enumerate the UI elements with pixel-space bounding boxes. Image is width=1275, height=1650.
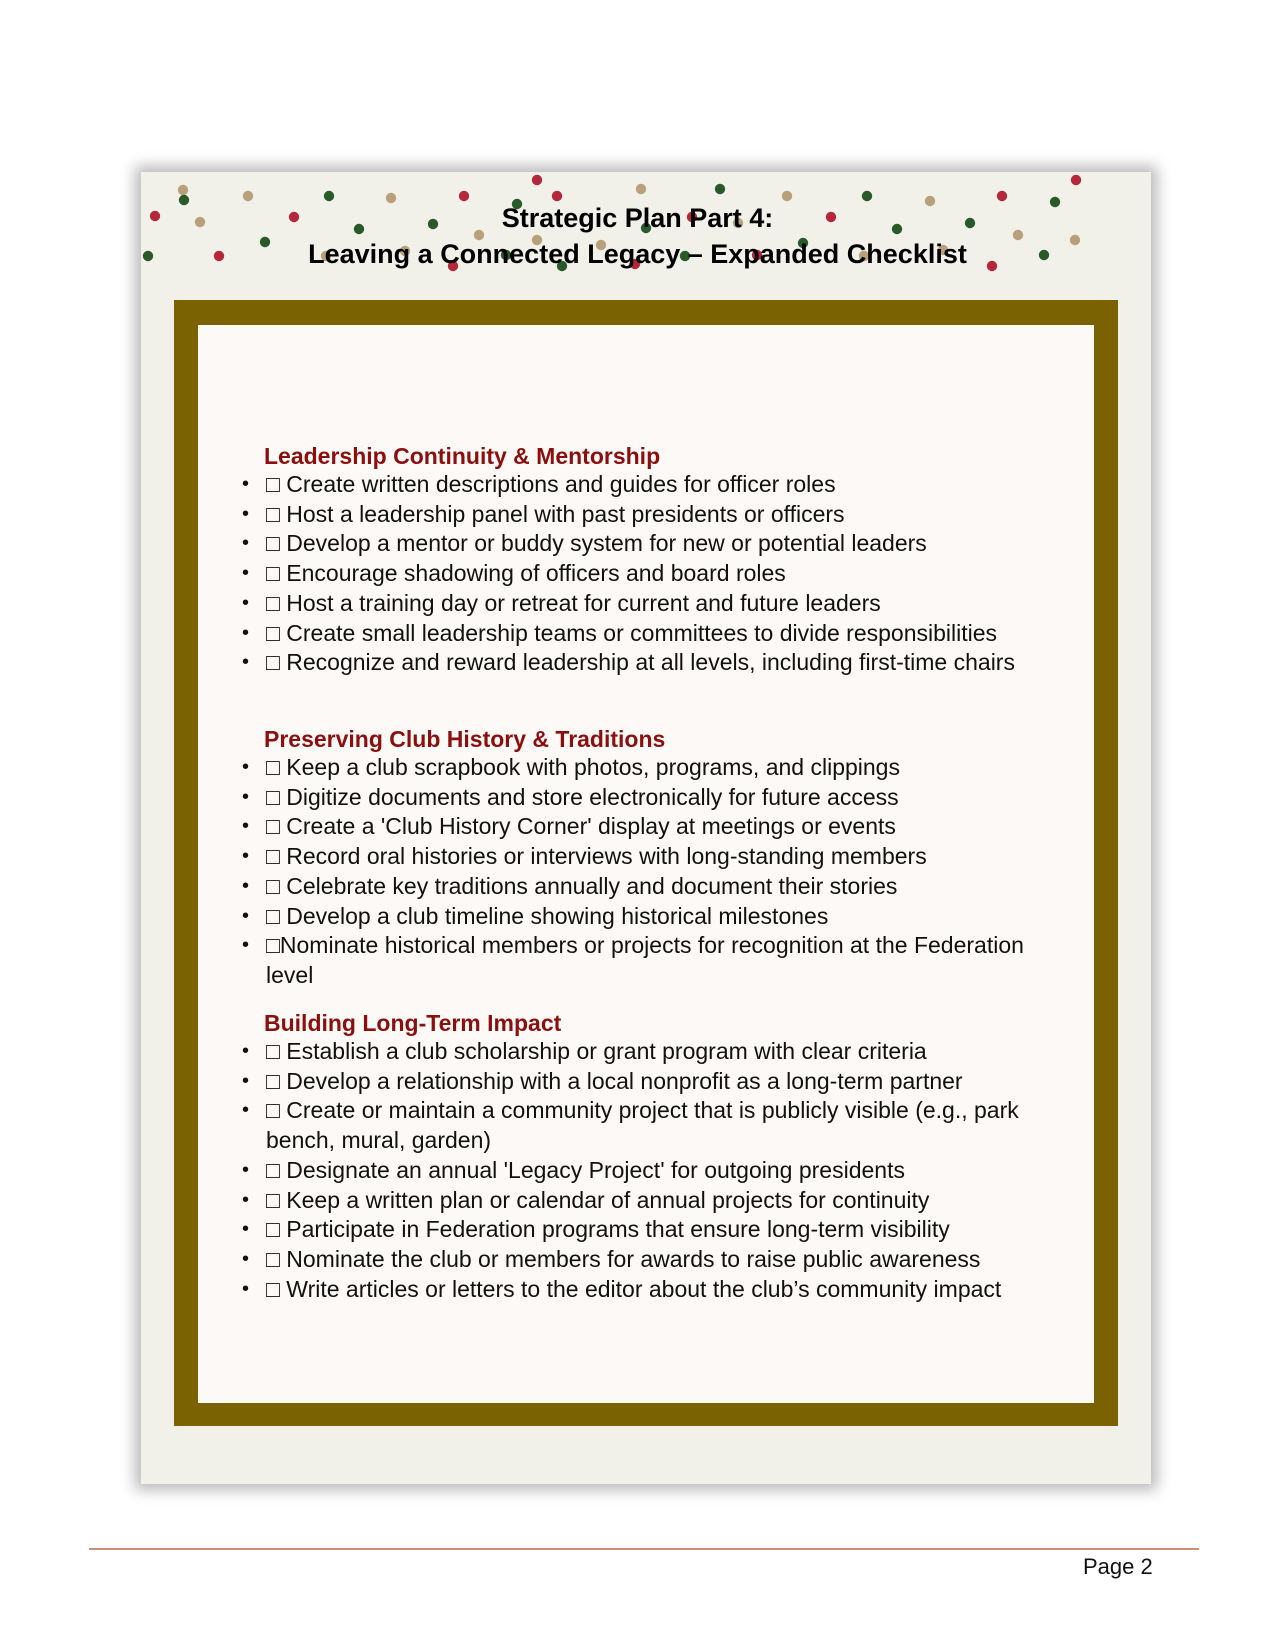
section-heading-leadership: Leadership Continuity & Mentorship — [264, 443, 661, 469]
checklist-item: • □ Establish a club scholarship or grant program with clear criteria — [242, 1037, 1072, 1067]
checklist-item: • □ Nominate the club or members for awards to raise public awareness — [242, 1245, 1072, 1275]
confetti-dot — [178, 185, 188, 195]
page-number: Page 2 — [1083, 1554, 1153, 1579]
checklist-item: • □ Participate in Federation programs that ensure long-term visibility — [242, 1215, 1072, 1245]
checklist-item: • □ Recognize and reward leadership at all levels, including first-time chairs — [242, 648, 1072, 678]
checklist-impact — [242, 1037, 1072, 1304]
checklist-leadership — [242, 470, 1072, 678]
title-line-2: Leaving a Connected Legacy – Expanded Checklist — [308, 239, 967, 269]
checklist-item: • □ Create written descriptions and guides for officer roles — [242, 470, 1072, 500]
checklist-item: • □ Keep a written plan or calendar of annual projects for continuity — [242, 1186, 1072, 1216]
confetti-dot — [532, 175, 542, 185]
page-title — [0, 200, 1275, 272]
section-heading-impact: Building Long-Term Impact — [264, 1010, 562, 1036]
checklist-item: • □ Digitize documents and store electronically for future access — [242, 783, 1072, 813]
title-line-1: Strategic Plan Part 4: — [501, 203, 774, 233]
checklist-item: • □ Host a training day or retreat for current and future leaders — [242, 589, 1072, 619]
checklist-item: • □ Host a leadership panel with past presidents or officers — [242, 500, 1072, 530]
checklist-item: • □ Record oral histories or interviews with long-standing members — [242, 842, 1072, 872]
section-heading-history: Preserving Club History & Traditions — [264, 726, 666, 752]
footer-divider — [89, 1548, 1199, 1550]
checklist-item: • □Nominate historical members or projects for recognition at the Federation level — [242, 931, 1072, 990]
checklist-item: • □ Keep a club scrapbook with photos, programs, and clippings — [242, 753, 1072, 783]
checklist-item: • □ Create or maintain a community project that is publicly visible (e.g., park bench, mural, garden) — [242, 1096, 1072, 1155]
confetti-dot — [636, 184, 646, 194]
checklist-item: • □ Develop a club timeline showing historical milestones — [242, 902, 1072, 932]
checklist-item: • □ Encourage shadowing of officers and board roles — [242, 559, 1072, 589]
confetti-dot — [715, 184, 725, 194]
checklist-item: • □ Create small leadership teams or committees to divide responsibilities — [242, 619, 1072, 649]
confetti-dot — [1071, 175, 1081, 185]
checklist-item: • □ Create a 'Club History Corner' display at meetings or events — [242, 812, 1072, 842]
checklist-item: • □ Celebrate key traditions annually and document their stories — [242, 872, 1072, 902]
checklist-history — [242, 753, 1072, 991]
checklist-item: • □ Designate an annual 'Legacy Project' for outgoing presidents — [242, 1156, 1072, 1186]
checklist-item: • □ Develop a relationship with a local nonprofit as a long-term partner — [242, 1067, 1072, 1097]
checklist-item: • □ Develop a mentor or buddy system for new or potential leaders — [242, 529, 1072, 559]
checklist-item: • □ Write articles or letters to the editor about the club’s community impact — [242, 1275, 1072, 1305]
